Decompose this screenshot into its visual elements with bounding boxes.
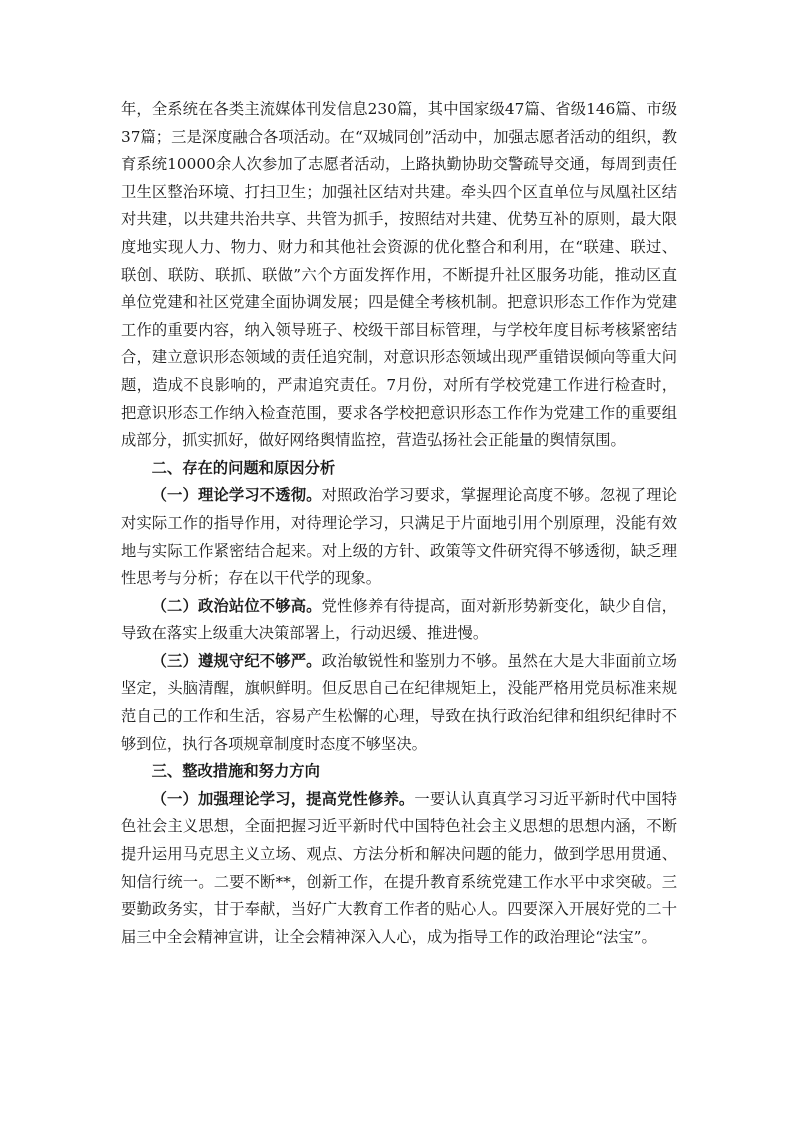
paragraph-political-stance [121,593,677,648]
paragraph-text: 一要认认真真学习习近平新时代中国特色社会主义思想，全面把握习近平新时代中国特色社会主义思想的思想内涵，不断提升运用马克思主义立场、观点、方法分析和解决问题的能力，做到学思用贯通、知信行统一。二要不断**，创新工作，在提升教育系统党建工作水平中求突破。三要勤政务实，甘于奉献，当好广大教育工作者的贴心人。四要深入开展好党的二十届三中全会精神宣讲，让全会精神深入人心，成为指导工作的政治理论“法宝”。 [121,789,677,946]
subheading-strengthen-theory: （一）加强理论学习，提高党性修养。 [151,789,415,808]
section-heading-problems: 二、存在的问题和原因分析 [151,458,336,477]
paragraph-text: 党性修养有待提高，面对新形势新变化，缺少自信，导致在落实上级重大决策部署上，行动迟缓、推进慢。 [121,596,677,643]
subheading-discipline: （三）遵规守纪不够严。 [151,651,322,670]
subheading-political-stance: （二）政治站位不够高。 [151,596,322,615]
subheading-theory-study: （一）理论学习不透彻。 [151,486,322,505]
section-heading-measures: 三、整改措施和努力方向 [151,762,320,781]
paragraph-text: 政治敏锐性和鉴别力不够。虽然在大是大非面前立场坚定，头脑清醒，旗帜鲜明。但反思自己在纪律规矩上，没能严格用党员标准来规范自己的工作和生活，容易产生松懈的心理，导致在执行政治纪律和组织纪律时不够到位，执行各项规章制度时态度不够坚决。 [121,651,677,753]
body-paragraph-achievements: 年，全系统在各类主流媒体刊发信息230篇，其中国家级47篇、省级146篇、市级37篇；三是深度融合各项活动。在“双城同创”活动中，加强志愿者活动的组织，教育系统10000余人次参加了志愿者活动，上路执勤协助交警疏导交通，每周到责任卫生区整治环境、打扫卫生；加强社区结对共建。牵头四个区直单位与凤凰社区结对共建，以共建共治共享、共管为抓手，按照结对共建、优势互补的原则，最大限度地实现人力、物力、财力和其他社会资源的优化整合和利用，在“联建、联过、联创、联防、联抓、联做”六个方面发挥作用，不断提升社区服务功能，推动区直单位党建和社区党建全面协调发展；四是健全考核机制。把意识形态工作作为党建工作的重要内容，纳入领导班子、校级干部目标管理，与学校年度目标考核紧密结合，建立意识形态领域的责任追究制，对意识形态领域出现严重错误倾向等重大问题，造成不良影响的，严肃追究责任。7月份，对所有学校党建工作进行检查时，把意识形态工作纳入检查范围，要求各学校把意识形态工作作为党建工作的重要组成部分，抓实抓好，做好网络舆情监控，营造弘扬社会正能量的舆情氛围。 [121,100,677,450]
document-page [121,96,677,951]
paragraph-discipline [121,648,677,758]
paragraph-text: 对照政治学习要求，掌握理论高度不够。忽视了理论对实际工作的指导作用，对待理论学习，只满足于片面地引用个别原理，没能有效地与实际工作紧密结合起来。对上级的方针、政策等文件研究得不够透彻，缺乏理性思考与分析；存在以干代学的现象。 [121,486,677,588]
paragraph-theory-study [121,482,677,592]
paragraph-strengthen-theory [121,786,677,952]
